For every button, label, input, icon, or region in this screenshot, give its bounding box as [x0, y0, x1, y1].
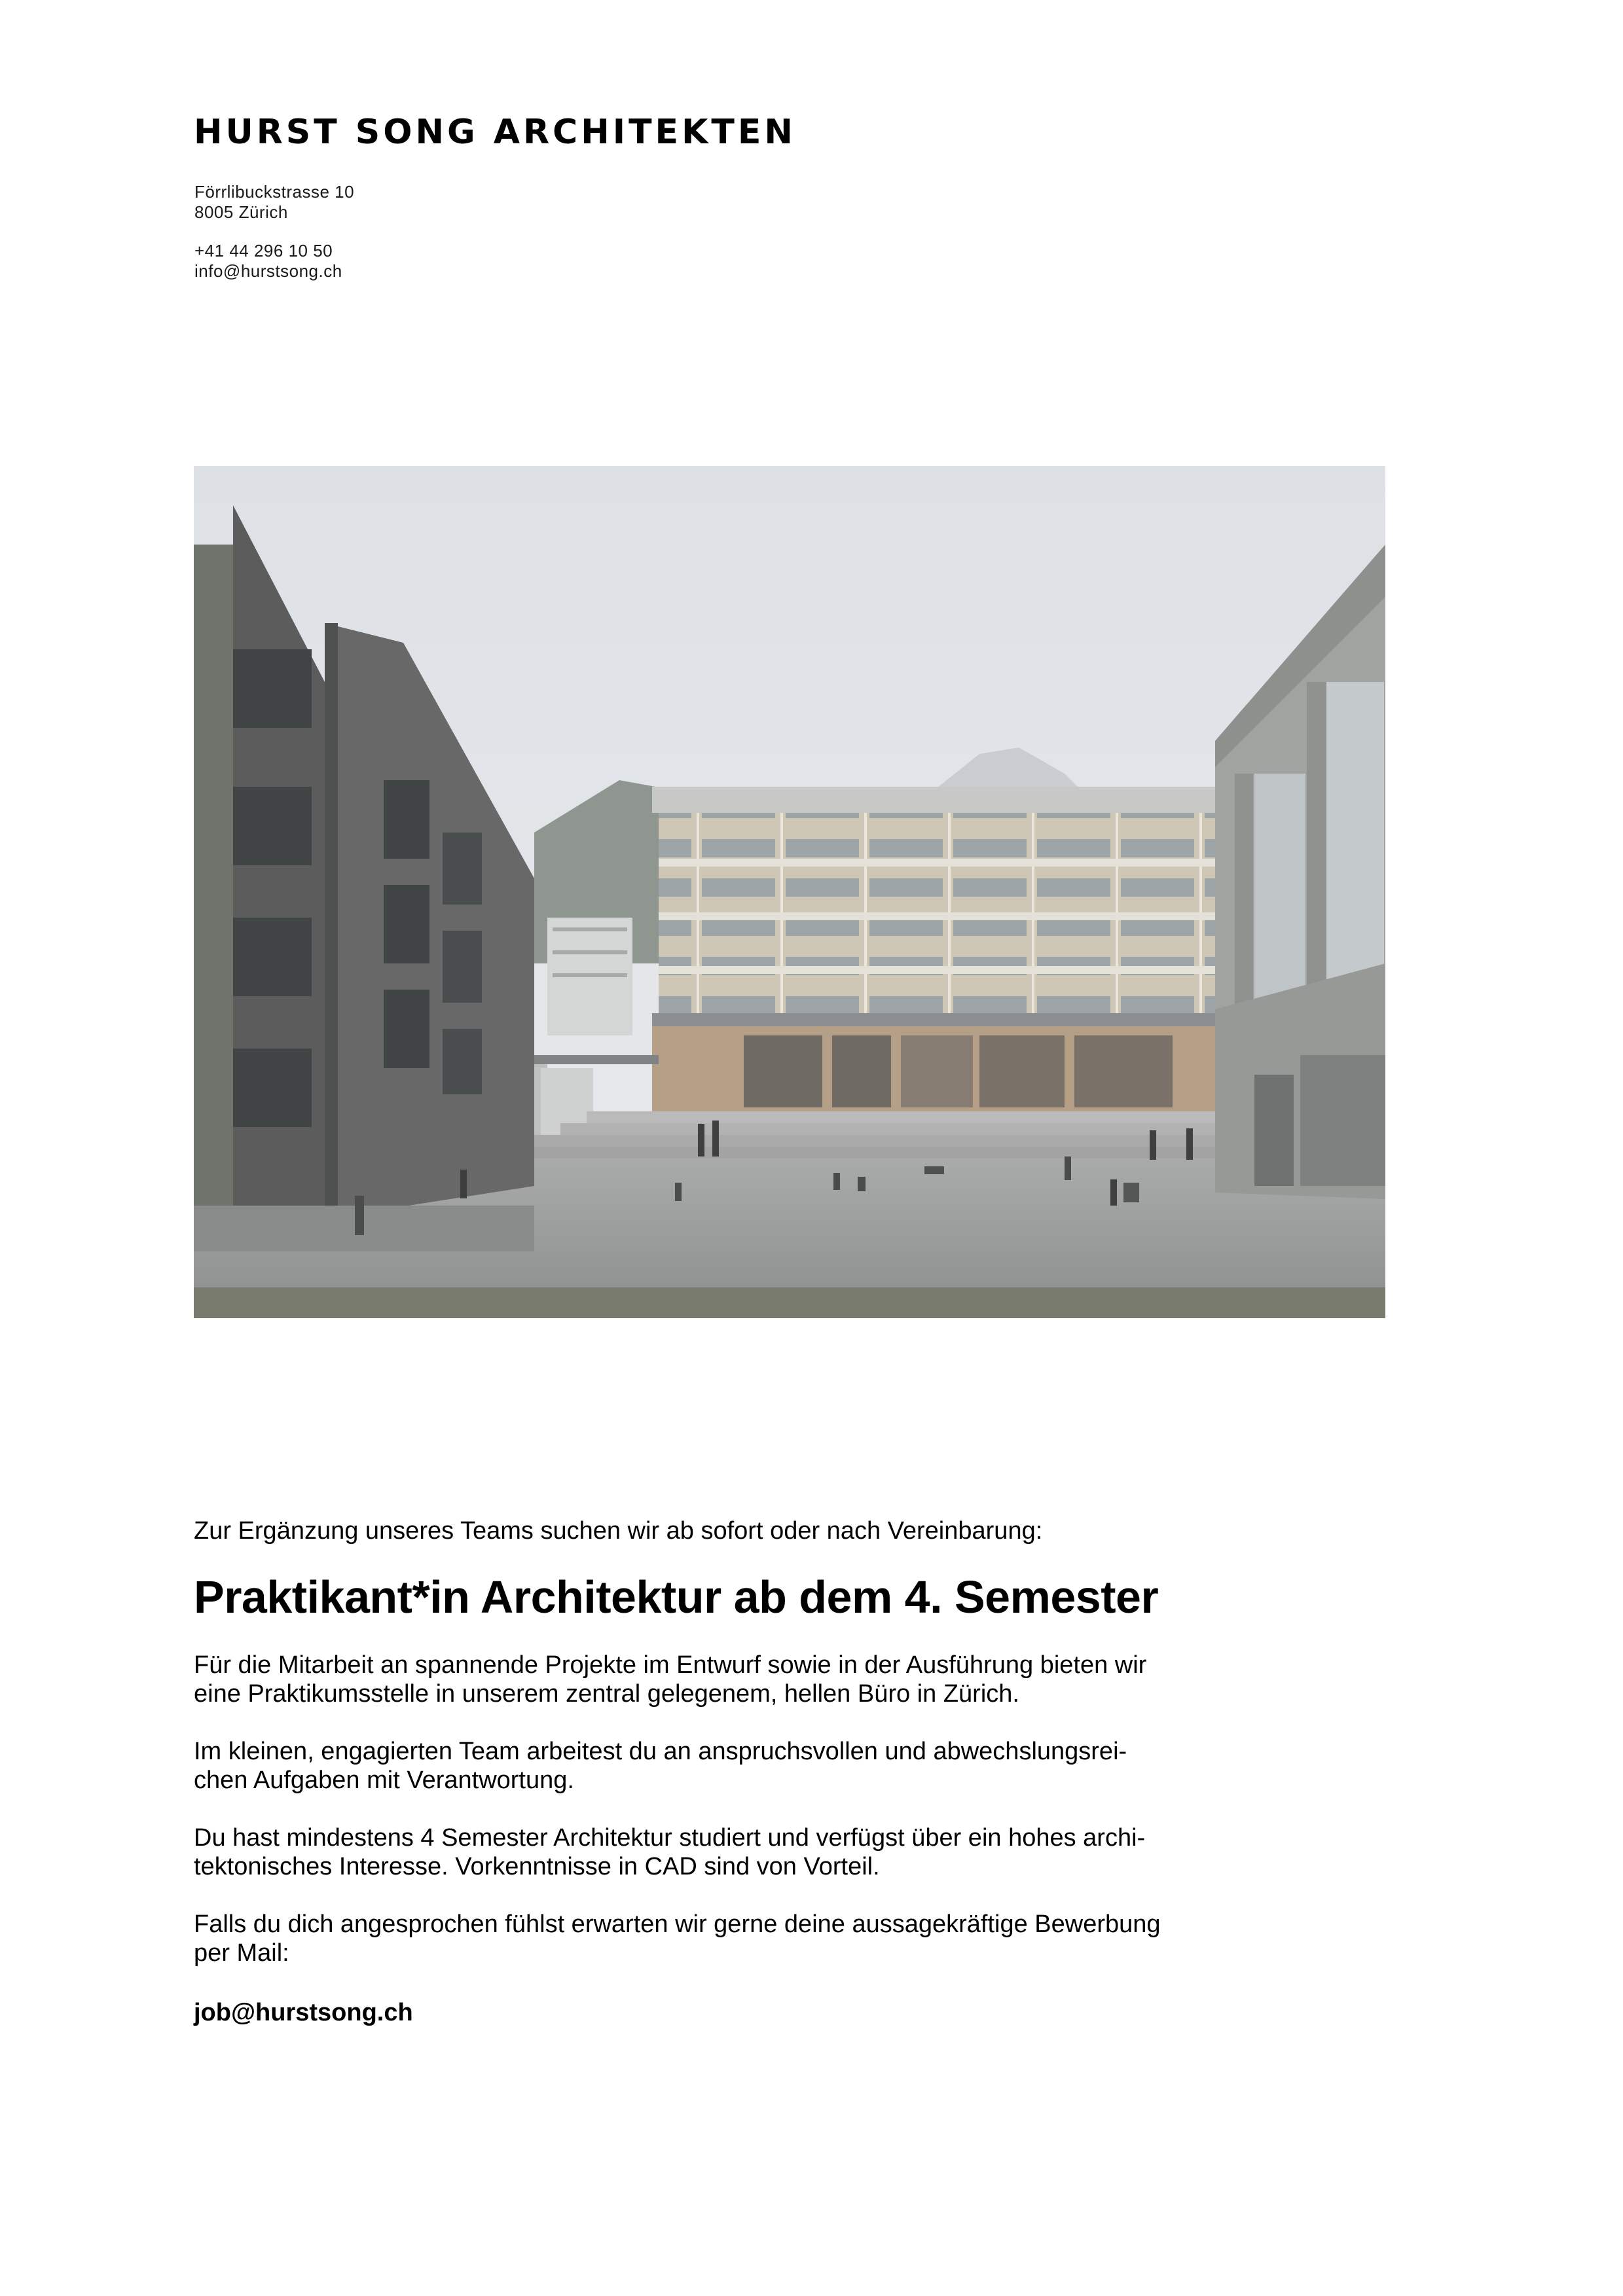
text-line: Du hast mindestens 4 Semester Architektur studiert und verfügst über ein hohes archi- — [194, 1824, 1146, 1852]
email-address[interactable]: info@hurstsong.ch — [194, 261, 342, 281]
postal-address — [194, 182, 354, 223]
text-line: chen Aufgaben mit Verantwortung. — [194, 1767, 574, 1794]
paragraph-application — [194, 1910, 1176, 1967]
text-line: Für die Mitarbeit an spannende Projekte im Entwurf sowie in der Ausführung bieten wir — [194, 1651, 1147, 1679]
job-title: Praktikant*in Architektur ab dem 4. Semester — [194, 1571, 1159, 1623]
text-line: eine Praktikumsstelle in unserem zentral gelegenem, hellen Büro in Zürich. — [194, 1680, 1019, 1708]
company-logo: HURST SONG ARCHITEKTEN — [194, 113, 796, 152]
intro-text: Zur Ergänzung unseres Teams suchen wir ab sofort oder nach Vereinbarung: — [194, 1517, 1043, 1545]
company-address — [194, 182, 354, 281]
text-line: Im kleinen, engagierten Team arbeitest du an anspruchsvollen und abwechslungsrei- — [194, 1738, 1127, 1765]
paragraph-offer — [194, 1651, 1176, 1708]
text-line: Falls du dich angesprochen fühlst erwarten wir gerne deine aussagekräftige Bewerbung — [194, 1910, 1161, 1938]
city-line: 8005 Zürich — [194, 202, 288, 222]
phone-number: +41 44 296 10 50 — [194, 241, 333, 260]
contact-details — [194, 241, 354, 281]
job-description — [194, 1651, 1176, 1996]
paragraph-team — [194, 1737, 1176, 1795]
hero-image — [194, 466, 1385, 1318]
architecture-rendering — [194, 466, 1385, 1318]
text-line: per Mail: — [194, 1939, 289, 1967]
text-line: tektonisches Interesse. Vorkenntnisse in CAD sind von Vorteil. — [194, 1853, 880, 1880]
paragraph-requirements — [194, 1823, 1176, 1881]
street-line: Förrlibuckstrasse 10 — [194, 182, 355, 202]
application-email-link[interactable]: job@hurstsong.ch — [194, 1999, 413, 2026]
